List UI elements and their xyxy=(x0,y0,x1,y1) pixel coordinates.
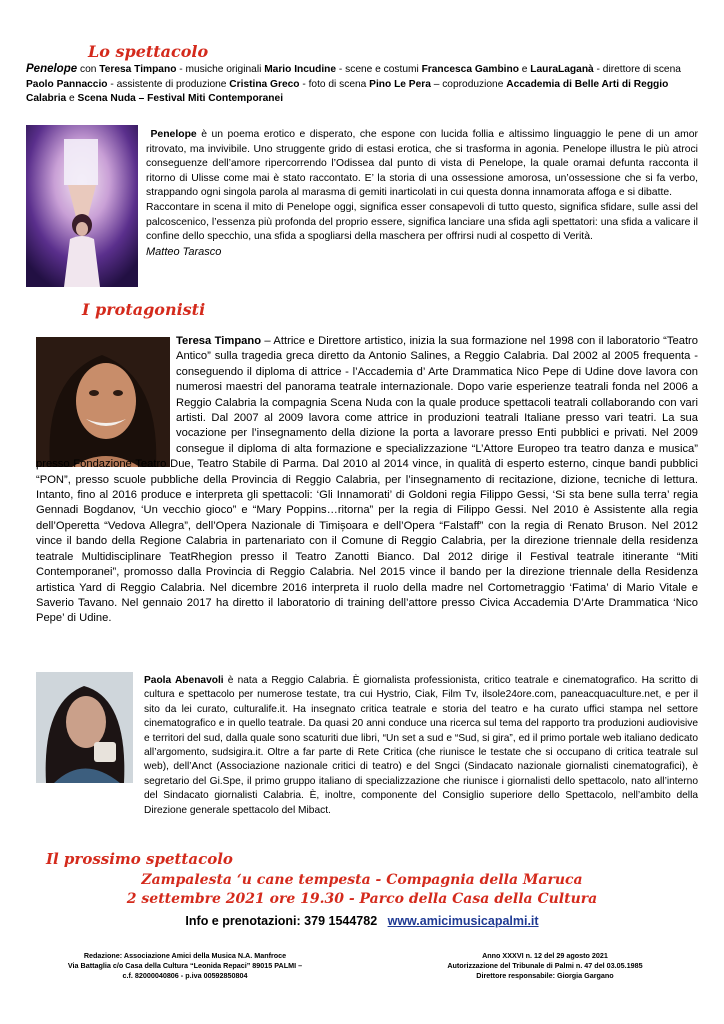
section-title-show: Lo spettacolo xyxy=(88,42,209,61)
show-lead-word: Penelope xyxy=(150,129,197,140)
section-title-protagonists: I protagonisti xyxy=(82,300,206,319)
teresa-bio xyxy=(36,334,698,627)
info-line xyxy=(0,914,724,928)
credit-text: con xyxy=(77,64,100,75)
credit-costumes-2: LauraLaganà xyxy=(530,64,594,75)
credit-actor: Teresa Timpano xyxy=(99,64,177,75)
info-label: Info e prenotazioni: 379 1544782 xyxy=(185,914,378,928)
teresa-name: Teresa Timpano xyxy=(176,335,262,347)
credit-photos: Pino Le Pera xyxy=(369,78,431,90)
photo-spacer xyxy=(36,334,176,442)
credits-paragraph xyxy=(26,62,702,107)
footer-right-line: Anno XXXVI n. 12 del 29 agosto 2021 xyxy=(482,951,608,960)
show-text-1: è un poema erotico e disperato, che espone con lucida follia e altissimo linguaggio le pene di un amor ritrovato, ma invivibile. Uno struggente grido di estasi erotica, che si trasforma in agonia. Penelope illustra le più atroci conseguenze dell’amore ripercorrendo l’Odissea dal punto di vista di Penelope, la quale oramai defunta racconta il ritorno di Ulisse come mai è stato raccontato. E’ la storia di una ossessione amorosa, un’ossessione che si fa verbo, strappando ogni singola parola al marasma di gemiti inarticolati in cui questa donna innamorata affoga e si dibatte. xyxy=(146,129,698,199)
footer-left xyxy=(40,951,330,981)
credit-text: e xyxy=(518,64,531,75)
teresa-bio-paragraph xyxy=(36,334,698,627)
footer-left-line: Via Battaglia c/o Casa della Cultura “Leonida Repaci” 89015 PALMI – xyxy=(67,961,303,970)
teresa-bio-text: – Attrice e Direttore artistico, inizia la sua formazione nel 1998 con il laboratorio “Teatro Antico” sulla tragedia greca diretto da Antonio Salines, a Reggio Calabria. Dal 2002 al 2005 frequenta - conseguendo il diploma di attrice - l’Accademia d’ Arte Drammatica Nico Pepe di Udine dove lavora con numerosi maestri del panorama teatrale internazionale. Dopo varie esperienze teatrali fonda nel 2006 a Reggio Calabria la compagnia Scena Nuda con la quale produce spettacoli teatrali collaborando con vari artisti. Dal 2007 al 2009 lavora come attrice in produzioni teatrali Italiane presso vari teatri. La sua vocazione per l’insegnamento della dizione la porta a lavorare presso Enti pubblici e privati. Nel 2009 consegue il diploma di alta formazione e specializzazione “L’Attore Europeo tra teatro danza e musica” presso Fondazione Teatro Due, Teatro Stabile di Parma. Dal 2010 al 2014 vince, in qualità di esperto esterno, cinque bandi pubblici “PON”, presso scuole pubbliche della Provincia di Reggio Calabria, per l’insegnamento di recitazione, dizione, tecniche di lettura. Intanto, fino al 2016 produce e interpreta gli spettacoli: ‘Gli Innamorati’ di Goldoni regia Filippo Gessi, ‘Si sta bene sulla terra’ regia Gennadi Bogdanov, ‘Un vecchio gioco” e “Mary Poppins…ritorna” per la regia di Filippo Gessi. Nel 2010 è Assistente alla regia dell’Operetta “Vedova Allegra”, dell’Opera Nazionale di Timișoara e dell’Opera “Falstaff” con la regia di Renato Bruson. Nel 2012 vince il bando della Regione Calabria in partenariato con il Comune di Reggio Calabria, per la direzione triennale della residenza teatrale Multidisciplinare TeatRhegion presso il Teatro Zanotti Bianco. Dal 2012 dirige il Festival teatrale itinerante “Miti Contemporanei”, promosso dalla Provincia di Reggio Calabria. Nel 2015 vince il bando per la direzione triennale della Residenza artistica Yard di Reggio Calabria. Nel dicembre 2016 interpreta il ruolo della madre nel Cortometraggio ‘Fatima’ di Mario Vitale e Saverio Tavano. Nel gennaio 2017 ha diretto il laboratorio di training dell’attore presso Civica Accademia D’Arte Drammatica ‘Nico Pepe’ di Udine. xyxy=(36,335,698,625)
credit-text: - direttore di scena xyxy=(593,64,681,75)
show-paragraph-2: Raccontare in scena il mito di Penelope oggi, significa esser consapevoli di tutto questo, significa sfidare, sulle assi del palcoscenico, l’essenza più profonda del proprio essere, significa lanciare una sfida agli spettatori: una sfida a valicare il confine dello specchio, una sfida a spogliarsi della maschera per offrirsi nudi al cospetto di Verità. xyxy=(146,201,698,243)
footer-left-line: Redazione: Associazione Amici della Musica N.A. Manfroce xyxy=(83,951,287,960)
credit-text: e xyxy=(66,93,78,105)
website-link[interactable]: www.amicimusicapalmi.it xyxy=(387,914,539,928)
footer-right-line: Autorizzazione del Tribunale di Palmi n. 47 del 03.05.1985 xyxy=(447,961,643,970)
credit-text: - musiche originali xyxy=(176,64,265,75)
footer-right xyxy=(400,951,690,981)
credit-coproducer-2: Scena Nuda – Festival Miti Contemporanei xyxy=(77,93,284,105)
credit-text: – coproduzione xyxy=(430,78,507,90)
credit-coproducer-1: Accademia di Belle Arti di Reggio Calabria xyxy=(26,78,669,105)
next-show-date: 2 settembre 2021 ore 19.30 - Parco della Casa della Cultura xyxy=(126,891,598,907)
credit-text: - scene e costumi xyxy=(336,64,422,75)
paola-name: Paola Abenavoli xyxy=(144,675,224,686)
paola-bio-text: è nata a Reggio Calabria. È giornalista professionista, critico teatrale e cinematografico. Ha scritto di cultura e spettacolo per numerose testate, tra cui Hystrio, Ciak, Film Tv, ilsole24ore.com, paneacquaculture.net, e per il sito da lei curato, culturalife.it. Ha insegnato critica teatrale e storia del teatro e ha curato uffici stampa nel settore cinematografico e in quello teatrale. Da quasi 20 anni conduce una ricerca sul tema del rapporto tra produzioni audiovisive e territori del sud, dalla quale sono scaturiti due libri, “Un set a sud e “Sud, si gira”, ed il primo portale web italiano dedicato all’argomento, sudsigira.it. Oltre a far parte di Rete Critica (che riunisce le testate che si occupano di critica teatrale sul web), dell’Anct (Associazione nazionale critici di teatro) e del Sngci (Sindacato nazionale giornalisti cinematografici), è segretario del Gi.Spe, il primo gruppo italiano di specializzazione che riunisce i giornalisti dello spettacolo, nato all’interno del Sindacato giornalisti Calabria. È, inoltre, componente del Consiglio superiore dello Spettacolo, nell’ambito della Direzione generale spettacolo del Mibact. xyxy=(144,675,699,816)
next-show-title: Zampalesta ‘u cane tempesta - Compagnia della Maruca xyxy=(141,872,583,888)
credit-text: - foto di scena xyxy=(299,78,370,90)
footer-right-line: Direttore responsabile: Giorgia Gargano xyxy=(476,971,614,980)
paola-bio xyxy=(36,674,698,834)
credit-costumes-1: Francesca Gambino xyxy=(421,64,519,75)
credit-music: Mario Incudine xyxy=(264,64,337,75)
paola-bio-paragraph xyxy=(36,674,698,818)
penelope-stage-photo xyxy=(26,125,138,287)
credit-stage-manager: Paolo Pannaccio xyxy=(26,78,108,90)
credit-text: - assistente di produzione xyxy=(107,78,230,90)
footer-left-line: c.f. 82000040806 - p.iva 00592850804 xyxy=(122,971,248,980)
credit-show-name: Penelope xyxy=(26,63,78,75)
photo-spacer xyxy=(36,674,144,834)
section-title-next: Il prossimo spettacolo xyxy=(46,850,233,868)
show-paragraph-1 xyxy=(146,128,698,201)
credit-assistant: Cristina Greco xyxy=(229,78,300,90)
show-signature: Matteo Tarasco xyxy=(146,245,222,258)
show-description xyxy=(146,128,698,259)
